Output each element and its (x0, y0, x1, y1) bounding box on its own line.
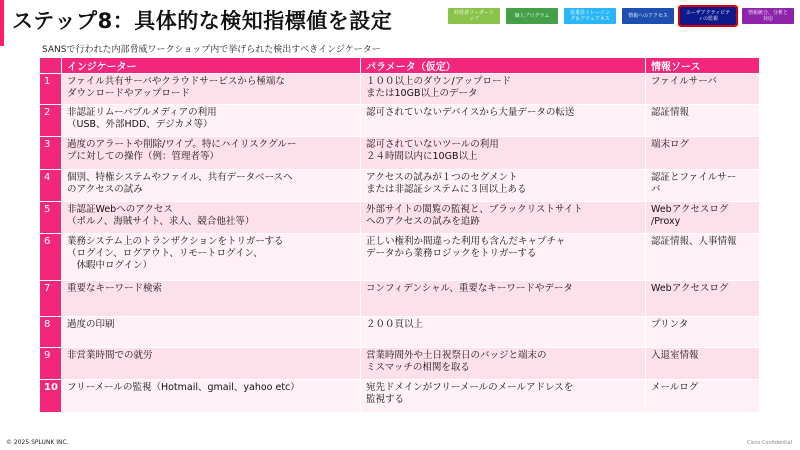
table-row (40, 317, 760, 348)
parameter-cell: １００以上のダウン/アップロード または10GB以上のデータ (361, 74, 646, 105)
table-row (40, 137, 760, 170)
nav-step-3[interactable]: 従業員トレーニング＆アウェアネス (564, 8, 616, 24)
table-row (40, 234, 760, 281)
step-navigation (448, 8, 794, 25)
row-number: 8 (40, 317, 62, 348)
indicator-cell: 業務システム上のトランザクションをトリガーする （ログイン、ログアウト、リモートログイン、 休暇中ログイン） (62, 234, 361, 281)
page-title: ステップ8：具体的な検知指標値を設定 (12, 9, 393, 33)
row-number: 1 (40, 74, 62, 105)
source-cell: 認証とファイルサー バ (646, 170, 760, 202)
row-number: 2 (40, 105, 62, 137)
indicator-cell: 個別、特権システムやファイル、共有データベースへ のアクセスの試み (62, 170, 361, 202)
table-row (40, 348, 760, 380)
parameter-cell: コンフィデンシャル、重要なキーワードやデータ (361, 281, 646, 317)
copyright: © 2025 SPLUNK INC. (6, 439, 69, 446)
parameter-cell: 外部サイトの閲覧の監視と、ブラックリストサイト へのアクセスの試みを追跡 (361, 202, 646, 234)
table-header-row (40, 58, 760, 74)
row-number: 9 (40, 348, 62, 380)
source-cell: プリンタ (646, 317, 760, 348)
title-accent-bar (0, 0, 4, 46)
header-number (40, 58, 62, 74)
source-cell: 入退室情報 (646, 348, 760, 380)
indicator-cell: 非認証Webへのアクセス （ポルノ、海賊サイト、求人、競合他社等） (62, 202, 361, 234)
indicator-cell: 過度のアラートや削除/ワイプ。特にハイリスクグルー プに対しての操作（例：管理者等） (62, 137, 361, 170)
nav-step-4[interactable]: 情報へのアクセス (622, 8, 674, 24)
row-number: 5 (40, 202, 62, 234)
source-cell: 認証情報、人事情報 (646, 234, 760, 281)
indicator-cell: 過度の印刷 (62, 317, 361, 348)
row-number: 7 (40, 281, 62, 317)
nav-step-6[interactable]: 情報統合、分析と対応 (742, 8, 794, 24)
parameter-cell: 営業時間外や土日祝祭日のバッジと端末の ミスマッチの相関を取る (361, 348, 646, 380)
parameter-cell: 認可されていないデバイスから大量データの転送 (361, 105, 646, 137)
nav-step-1[interactable]: 経営者リーダーシップ (448, 8, 500, 24)
parameter-cell: 認可されていないツールの利用 ２４時間以内に10GB以上 (361, 137, 646, 170)
nav-step-5[interactable]: ユーザアクティビティの監視 (680, 7, 736, 25)
table-row (40, 105, 760, 137)
source-cell: 端末ログ (646, 137, 760, 170)
header-parameter: パラメータ（仮定） (361, 58, 646, 74)
confidential-label: Cisco Confidential (747, 440, 792, 446)
table-row (40, 380, 760, 413)
indicator-cell: ファイル共有サーバやクラウドサービスから極端な ダウンロードやアップロード (62, 74, 361, 105)
source-cell: メールログ (646, 380, 760, 413)
header-indicator: インジケーター (62, 58, 361, 74)
source-cell: Webアクセスログ (646, 281, 760, 317)
indicator-cell: 重要なキーワード検索 (62, 281, 361, 317)
source-cell: ファイルサーバ (646, 74, 760, 105)
parameter-cell: アクセスの試みが１つのセグメント または非認証システムに３回以上ある (361, 170, 646, 202)
nav-step-2[interactable]: 個人プログラム (506, 8, 558, 24)
table-row (40, 202, 760, 234)
table-row (40, 170, 760, 202)
parameter-cell: 正しい権利か間違った利用も含んだキャプチャ データから業務ロジックをトリガーする (361, 234, 646, 281)
indicator-cell: 非営業時間での就労 (62, 348, 361, 380)
row-number: 3 (40, 137, 62, 170)
source-cell: Webアクセスログ /Proxy (646, 202, 760, 234)
row-number: 10 (40, 380, 62, 413)
row-number: 4 (40, 170, 62, 202)
source-cell: 認証情報 (646, 105, 760, 137)
indicator-cell: フリーメールの監視（Hotmail、gmail、yahoo etc） (62, 380, 361, 413)
indicator-cell: 非認証リムーバブルメディアの利用 （USB、外部HDD、デジカメ等） (62, 105, 361, 137)
row-number: 6 (40, 234, 62, 281)
table-row (40, 74, 760, 105)
header-source: 情報ソース (646, 58, 760, 74)
parameter-cell: ２００頁以上 (361, 317, 646, 348)
indicator-table (39, 57, 760, 413)
table-caption: SANSで行われた内部脅威ワークショップ内で挙げられた検出すべきインジケーター (42, 45, 381, 55)
parameter-cell: 宛先ドメインがフリーメールのメールアドレスを 監視する (361, 380, 646, 413)
table-row (40, 281, 760, 317)
